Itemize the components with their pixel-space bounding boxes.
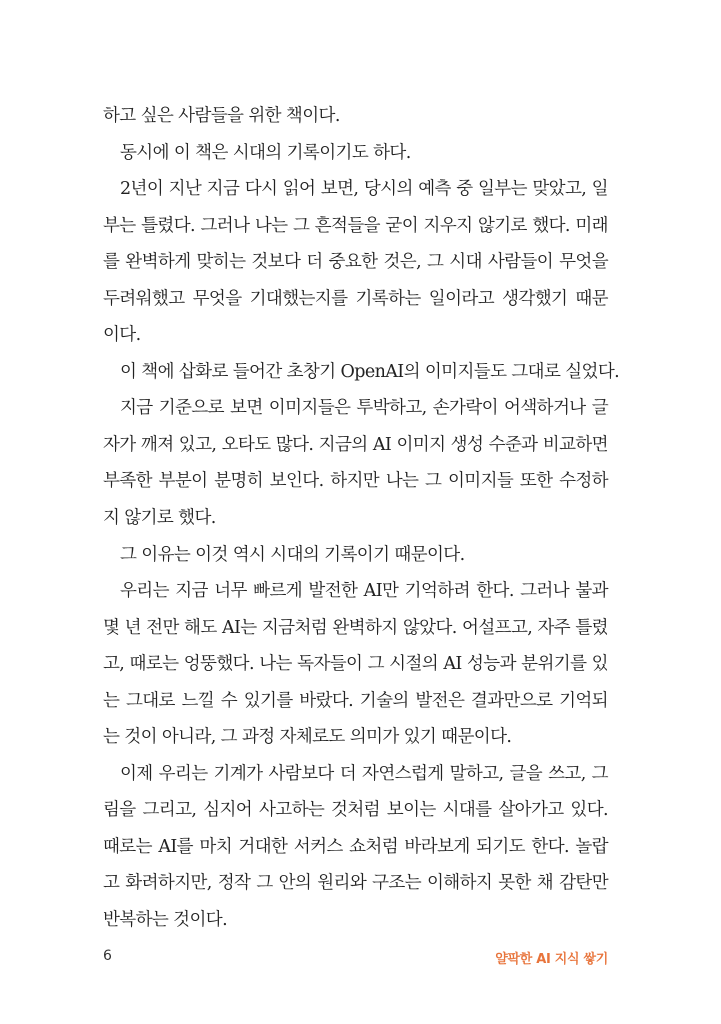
text-line-content: 이다. [103,325,141,346]
text-line [103,792,608,829]
text-line-content: 때로는 AI를 마치 거대한 서커스 쇼처럼 바라보게 되기도 한다. 놀랍 [103,836,608,857]
text-line-content: 이 책에 삽화로 들어간 초창기 OpenAI의 이미지들도 그대로 실었다. [120,361,620,382]
text-line [103,756,608,793]
text-line [103,719,608,756]
text-line-content: 를 완벽하게 맞히는 것보다 더 중요한 것은, 그 시대 사람들이 무엇을 [103,252,608,273]
text-line-content: 지금 기준으로 보면 이미지들은 투박하고, 손가락이 어색하거나 글 [120,398,608,419]
text-line-content: 두려워했고 무엇을 기대했는지를 기록하는 일이라고 생각했기 때문 [103,288,608,309]
text-line [103,610,608,647]
text-line [103,537,608,574]
running-book-title: 얄팍한 AI 지식 쌓기 [495,952,608,967]
text-line-content: 하고 싶은 사람들을 위한 책이다. [103,106,340,126]
text-line-content: 몇 년 전만 해도 AI는 지금처럼 완벽하지 않았다. 어설프고, 자주 틀렸 [103,617,608,638]
page-number: 6 [103,948,112,964]
text-line-content: 2년이 지난 지금 다시 읽어 보면, 당시의 예측 중 일부는 맞았고, 일 [120,179,608,200]
text-line [103,902,608,939]
text-line [103,98,608,135]
text-line [103,171,608,208]
text-line [103,427,608,464]
text-line-content: 림을 그리고, 심지어 사고하는 것처럼 보이는 시대를 살아가고 있다. [103,800,608,821]
text-line-content: 부족한 부분이 분명히 보인다. 하지만 나는 그 이미지들 또한 수정하 [103,471,608,492]
text-line [103,829,608,866]
text-line [103,646,608,683]
text-line [103,573,608,610]
text-line-content: 는 것이 아니라, 그 과정 자체로도 의미가 있기 때문이다. [103,727,512,748]
text-line-content: 동시에 이 책은 시대의 기록이기도 하다. [120,142,411,163]
text-line-content: 고, 때로는 엉뚱했다. 나는 독자들이 그 시절의 AI 성능과 분위기를 있 [103,654,608,675]
text-line [103,208,608,245]
text-line [103,463,608,500]
text-line-content: 반복하는 것이다. [103,910,228,931]
text-line [103,683,608,720]
text-line [103,390,608,427]
text-line [103,135,608,172]
page-footer [103,948,608,972]
text-line-content: 는 그대로 느낄 수 있기를 바랐다. 기술의 발전은 결과만으로 기억되 [103,690,608,711]
text-line [103,281,608,318]
text-line [103,500,608,537]
text-line [103,354,620,391]
text-line-content: 그 이유는 이것 역시 시대의 기록이기 때문이다. [120,544,465,565]
text-line [103,317,608,354]
body-text [103,98,620,939]
text-line-content: 지 않기로 했다. [103,508,216,529]
text-line [103,865,608,902]
text-line-content: 자가 깨져 있고, 오타도 많다. 지금의 AI 이미지 생성 수준과 비교하면 [103,434,608,455]
text-line-content: 부는 틀렸다. 그러나 나는 그 흔적들을 굳이 지우지 않기로 했다. 미래 [103,215,608,236]
text-line-content: 우리는 지금 너무 빠르게 발전한 AI만 기억하려 한다. 그러나 불과 [120,581,608,602]
text-line [103,244,608,281]
text-line-content: 이제 우리는 기계가 사람보다 더 자연스럽게 말하고, 글을 쓰고, 그 [120,763,608,784]
text-line-content: 고 화려하지만, 정작 그 안의 원리와 구조는 이해하지 못한 채 감탄만 [103,873,608,894]
